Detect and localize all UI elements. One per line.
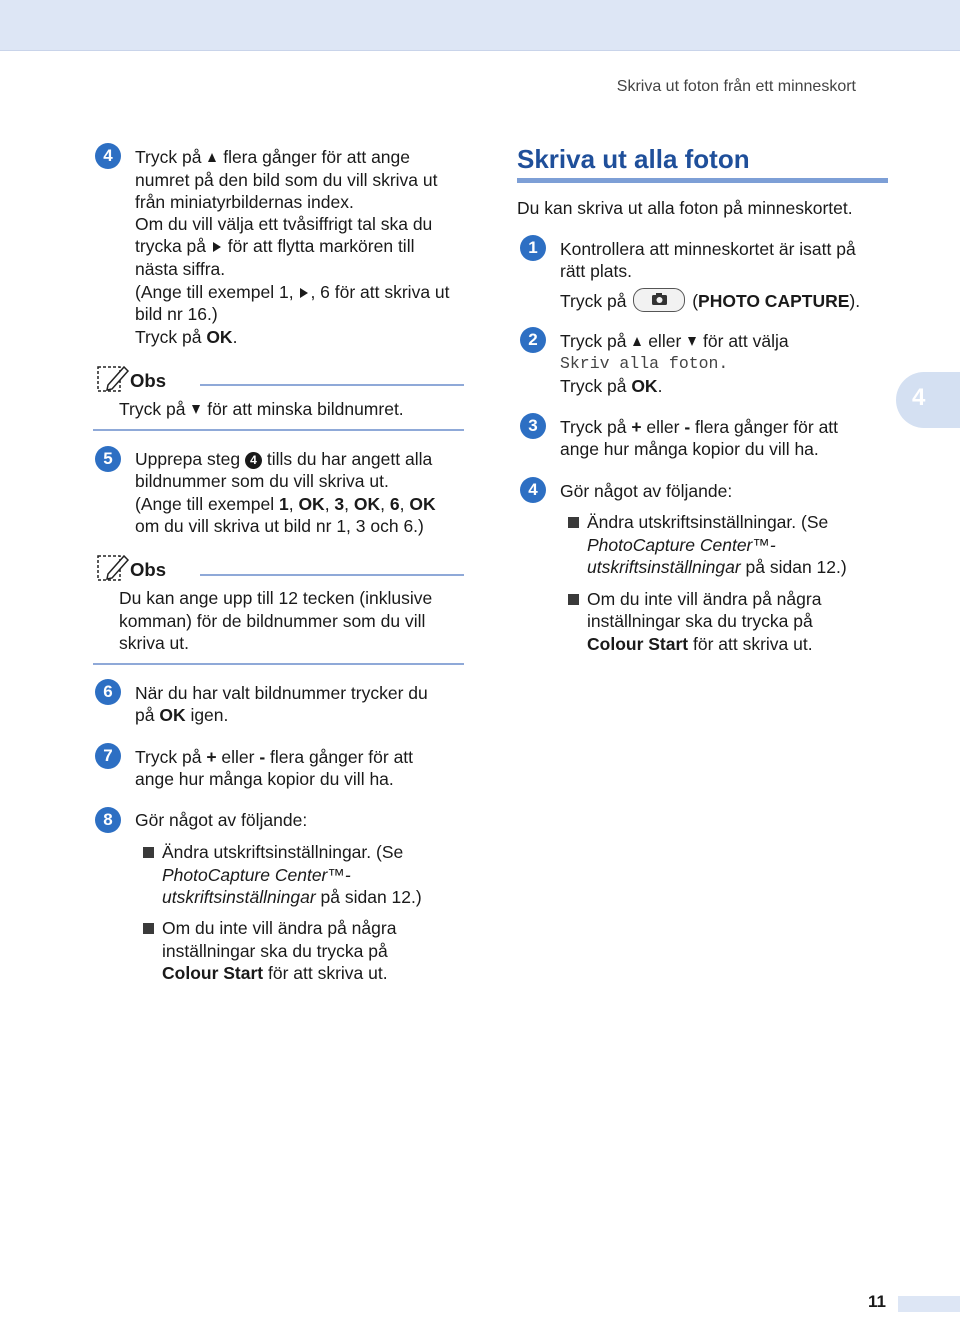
bullet-text: inställningar ska du trycka på	[162, 941, 388, 961]
bullet-text: Colour Start för att skriva ut.	[162, 963, 388, 983]
chapter-tab	[896, 372, 960, 428]
step-number: 5	[95, 446, 121, 472]
step-number: 1	[520, 235, 546, 261]
step-number: 2	[520, 327, 546, 353]
running-header: Skriva ut foton från ett minneskort	[616, 78, 856, 95]
bullet-text: PhotoCapture Center™-	[162, 865, 351, 885]
bullet-text: Ändra utskriftsinställningar. (Se	[162, 842, 404, 862]
text-line: om du vill skriva ut bild nr 1, 3 och 6.)	[135, 516, 424, 536]
bullet-square-icon	[568, 517, 579, 528]
text-line: rätt plats.	[560, 261, 632, 281]
text-line: nästa siffra.	[135, 259, 226, 279]
step-number: 4	[520, 477, 546, 503]
text-line: (Ange till exempel 1, , 6 för att skriva ut	[135, 282, 450, 302]
intro-text: Du kan skriva ut alla foton på minneskortet.	[517, 198, 853, 218]
text-line: ange hur många kopior du vill ha.	[560, 439, 819, 459]
top-band	[0, 0, 960, 51]
bullet-text: inställningar ska du trycka på	[587, 611, 813, 631]
text-line: bildnummer som du vill skriva ut.	[135, 471, 389, 491]
note-text: komman) för de bildnummer som du vill	[119, 611, 426, 631]
step-number: 7	[95, 743, 121, 769]
text-line: ange hur många kopior du vill ha.	[135, 769, 394, 789]
text-line: Upprepa steg 4 tills du har angett alla	[135, 449, 433, 469]
note-rule	[200, 384, 464, 386]
note-text: skriva ut.	[119, 633, 190, 653]
step-number: 3	[520, 413, 546, 439]
text-line: När du har valt bildnummer trycker du	[135, 683, 428, 703]
note-pencil-icon	[96, 552, 130, 582]
photo-capture-button-icon	[633, 288, 685, 312]
page-number: 11	[868, 1292, 886, 1311]
step-number: 6	[95, 679, 121, 705]
right-arrow-icon	[300, 288, 308, 298]
text-line: från miniatyrbildernas index.	[135, 192, 354, 212]
note-end-rule	[93, 429, 464, 431]
text-line: Tryck på eller för att välja	[560, 331, 789, 351]
bullet-text: Om du inte vill ändra på några	[587, 589, 822, 609]
text-line: bild nr 16.)	[135, 304, 218, 324]
bullet-square-icon	[143, 847, 154, 858]
step-ref-badge: 4	[245, 452, 262, 469]
text-line: trycka på för att flytta markören till	[135, 236, 415, 256]
bullet-text: Om du inte vill ändra på några	[162, 918, 397, 938]
text-line: Om du vill välja ett tvåsiffrigt tal ska du	[135, 214, 433, 234]
right-arrow-icon	[213, 242, 221, 252]
note-rule	[200, 574, 464, 576]
text-line: Gör något av följande:	[560, 481, 733, 501]
bullet-square-icon	[143, 923, 154, 934]
chapter-number: 4	[912, 384, 926, 411]
lcd-text: Skriv alla foton.	[560, 354, 729, 373]
text-line: Tryck på OK.	[135, 327, 238, 347]
text-line: Tryck på (PHOTO CAPTURE).	[560, 288, 860, 313]
bullet-text: utskriftsinställningar på sidan 12.)	[587, 557, 847, 577]
text-line: Tryck på OK.	[560, 376, 663, 396]
text-line: på OK igen.	[135, 705, 229, 725]
text-line: numret på den bild som du vill skriva ut	[135, 170, 438, 190]
step-number: 8	[95, 807, 121, 833]
step-number: 4	[95, 143, 121, 169]
text-line: Kontrollera att minneskortet är isatt på	[560, 239, 856, 259]
note-text: Du kan ange upp till 12 tecken (inklusive	[119, 588, 433, 608]
bullet-text: Ändra utskriftsinställningar. (Se	[587, 512, 829, 532]
text-line: Tryck på flera gånger för att ange	[135, 147, 410, 167]
text-line: Tryck på + eller - flera gånger för att	[560, 417, 839, 437]
text-line: Tryck på + eller - flera gånger för att	[135, 747, 414, 767]
note-title: Obs	[130, 559, 166, 580]
note-title: Obs	[130, 370, 166, 391]
up-arrow-icon	[633, 337, 641, 346]
page-number-bar	[898, 1296, 960, 1312]
text-line: Gör något av följande:	[135, 810, 308, 830]
up-arrow-icon	[208, 153, 216, 162]
note-text: Tryck på för att minska bildnumret.	[119, 399, 404, 419]
bullet-text: utskriftsinställningar på sidan 12.)	[162, 887, 422, 907]
note-pencil-icon	[96, 363, 130, 393]
bullet-square-icon	[568, 594, 579, 605]
bullet-text: PhotoCapture Center™-	[587, 535, 776, 555]
text-line: (Ange till exempel 1, OK, 3, OK, 6, OK	[135, 494, 436, 514]
section-title: Skriva ut alla foton	[517, 144, 750, 174]
down-arrow-icon	[192, 405, 200, 414]
down-arrow-icon	[688, 337, 696, 346]
section-rule	[517, 178, 888, 183]
bullet-text: Colour Start för att skriva ut.	[587, 634, 813, 654]
note-end-rule	[93, 663, 464, 665]
